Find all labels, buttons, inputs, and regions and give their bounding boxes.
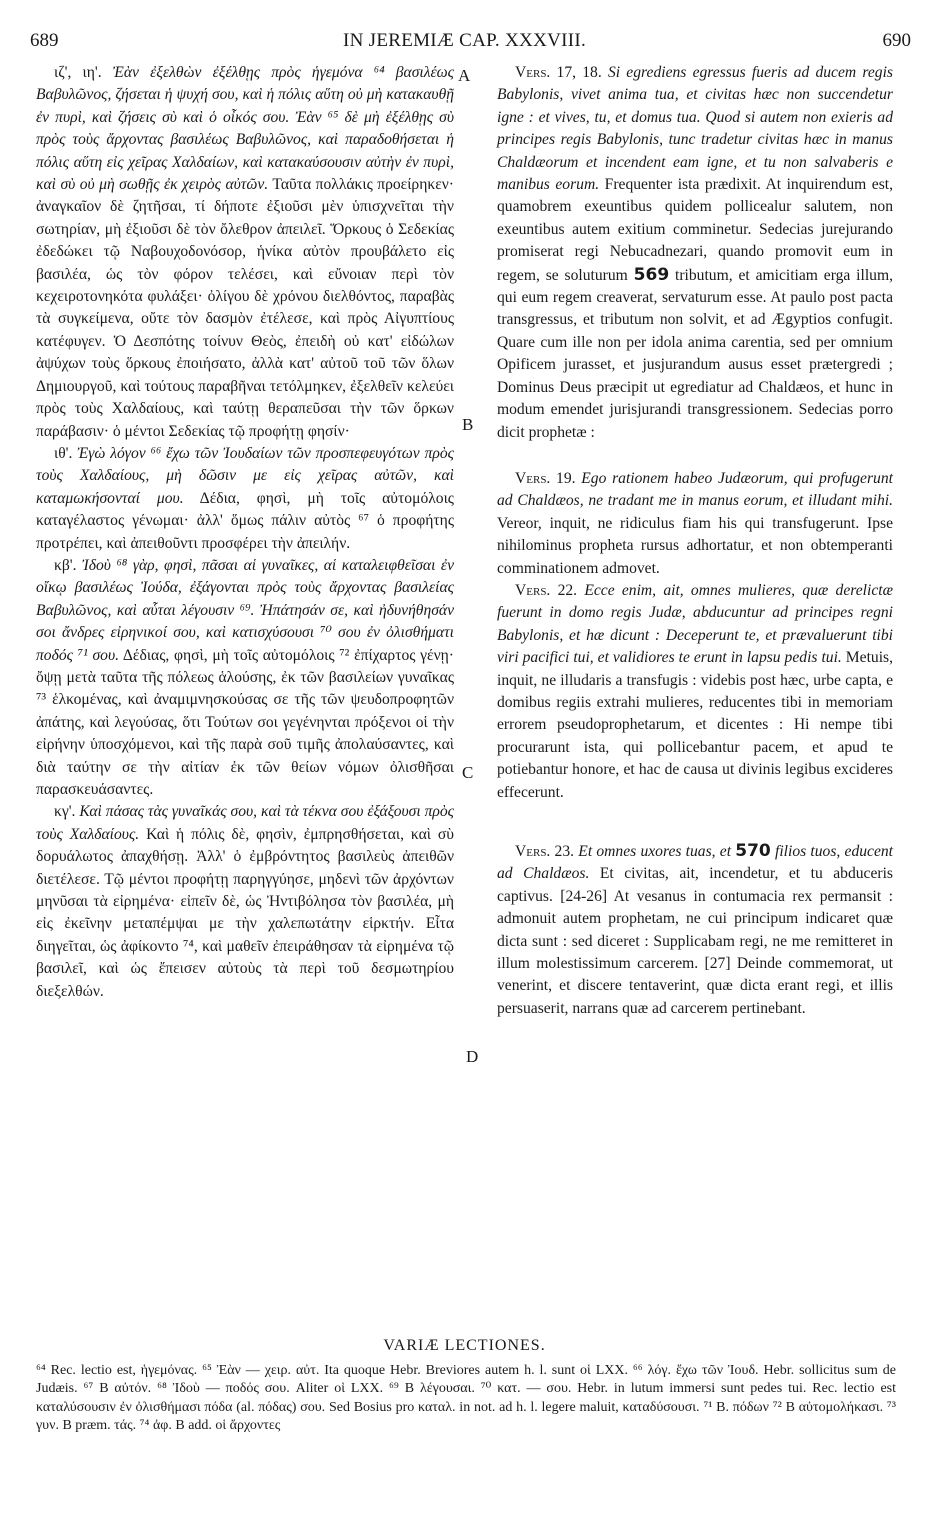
variae-lectiones bbox=[36, 1362, 896, 1436]
scripture-lemma: Ecce enim, ait, omnes mulieres, quæ derelictæ fuerunt in domo regis Judæ, abducuntur ad principes regni Babylonis, et hæ dicunt : Deceperunt te, et prævaluerunt tibi viri pacifici tui, et validiores te erunt in lapsu pedis tui. bbox=[497, 581, 893, 667]
latin-column bbox=[497, 62, 893, 1020]
commentary-text: Δέδιας, φησὶ, μὴ τοῖς αὐτομόλοις ⁷² ἐπίχαρτος γένῃ· ὄψῃ μετὰ ταῦτα τῆς πόλεως ἁλούσης, ἐκ τῶν βασιλείων γυναῖκας ⁷³ ἑλκομένας, καὶ ἀναμιμνησκούσας σε τῆς τῶν ψευδοπροφητῶν ἀπάτης, καὶ λεγούσας, ὅτι Τούτων σοι γεγένηνται πρόξενοι οἱ τὴν εἰρήνην ὑποσχόμενοι, καὶ τῆς παρὰ σοῦ τιμῆς ἀπολαύσαντες, καὶ διὰ ταύτην σε τὴν αἰτίαν ἐκ τῶν θείων νόμων ὀλισθῆσαι παρασκευάσαντες. bbox=[36, 646, 454, 798]
column-number: 570 bbox=[735, 841, 771, 861]
latin-paragraph bbox=[497, 840, 893, 1020]
running-title: IN JEREMIÆ CAP. XXXVIII. bbox=[342, 30, 587, 51]
commentary-text: tributum, et amicitiam erga illum, qui eum regem creaverat, servaturum esse. At paulo post pacta transgressus, et tributum non solvit, et ad Ægyptios confugit. Quare cum ille non per idola anima carentia, sed per omnium Opificem jurasset, et jusjurandum ausus esset prætergredi ; Dominus Deus præcipit ut egrediatur ad Chaldæos, et hunc in modum emendet jurisjurandi transgressionem. Sedecias porro dicit prophetæ : bbox=[497, 266, 894, 441]
commentary-text: Et civitas, ait, incendetur, et tu abduceris captivus. [24-26] At vesanus in contumacia rex permansit : admonuit autem prophetam, ne cui principum indicaret quæ dicta sunt : sed diceret : Supplicabam regi, ne me remitteret in illum molestissimum carcerem. [27] Deinde commemorat, ut venerint, et discere tentaverint, quæ dicta erant regi, et illis persuaserit, narrans quæ ad carcerem pertinebant. bbox=[497, 865, 893, 1017]
variae-text: ⁶⁴ Rec. lectio est, ἡγεμόνας. ⁶⁵ Ἐὰν — χειρ. αὐτ. Ita quoque Hebr. Breviores autem h. l. sunt οἱ LXX. ⁶⁶ λόγ. ἔχω τῶν Ἰουδ. Hebr. sollicitus sum de Judæis. ⁶⁷ B αὐτόν. ⁶⁸ Ἰδοὺ — ποδός σου. Aliter οἱ LXX. ⁶⁹ B λέγουσαι. ⁷⁰ κατ. — σου. Hebr. in lutum immersi sunt pedes tui. Rec. lectio est καταλύσουσιν ἐν ὀλισθήμασι πόδα (al. πόδας) σου. Sed Bosius pro καταλ. in not. ad h. l. legere maluit, καταδύσουσι. ⁷¹ B. πόδων ⁷² B αὐτομολήκασι. ⁷³ γυν. B præm. τάς. ⁷⁴ ἀφ. B add. οἱ ἄρχοντες bbox=[36, 1363, 896, 1434]
commentary-text: Frequenter ista prædixit. At inquirendum est, quamobrem exeuntibus quidem pollicealur salutem, non exeuntibus autem exitium comminetur. Sedecias jurejurando promiserat regi Nebucadnezari, quando promovit eum in regem, se soluturum bbox=[497, 176, 893, 284]
latin-paragraph bbox=[497, 62, 893, 444]
scripture-lemma: Ἰδοὺ ⁶⁸ γὰρ, φησὶ, πᾶσαι αἱ γυναῖκες, αἱ καταλειφθεῖσαι ἐν οἴκῳ βασιλέως Ἰούδα, ἐξάγονται πρὸς τοὺς ἄρχοντας βασιλείας Βαβυλῶνος, καὶ αὗται λέγουσιν ⁶⁹. Ἠπάτησάν σε, καὶ ἠδυνήθησάν σοι ἄνδρες εἰρηνικοί σου, καὶ κατισχύσουσι ⁷⁰ σου ἐν ὀλισθήματι ποδός ⁷¹ σου. bbox=[36, 556, 454, 664]
commentary-text: Vereor, inquit, ne ridiculus fiam his qui transfugerunt. Ipse nihilominus propheta rursus adhortatur, et non obtemperanti comminationem admovet. bbox=[497, 514, 893, 577]
margin-marker-d: D bbox=[466, 1047, 479, 1066]
scripture-lemma: Ἐγὼ λόγον ⁶⁶ ἔχω τῶν Ἰουδαίων τῶν προσπεφευγότων πρὸς τοὺς Χαλδαίους, μὴ δῶσιν με εἰς χεῖρας αὐτῶν, καὶ καταμωκήσονταί μου. bbox=[36, 444, 454, 507]
greek-paragraph bbox=[36, 62, 454, 443]
column-number: 569 bbox=[633, 264, 670, 285]
verse-ref: Vers. 22. bbox=[515, 581, 578, 599]
commentary-text: Metuis, inquit, ne illudaris a transfugis : videbis post hæc, urbe capta, e domibus regiis extrahi mulieres, reducentes tibi in memoriam errorem pseudoprophetarum, et dicentes : Hi nempe tibi procurarunt ista, qui pollicebantur pacem, et apud te potiebantur honore, et hac de causa ut divinis legibus excideres effecerunt. bbox=[497, 649, 893, 801]
commentary-text: Ταῦτα πολλάκις προείρηκεν· ἀναγκαῖον δὲ ζητῆσαι, τί δήποτε ἐξιοῦσι μὲν ὑπισχνεῖται τὴν σωτηρίαν, μὴ ἐξιοῦσι δὲ τὸν ὄλεθρον ἀπειλεῖ. Ὅρκους ὁ Σεδεκίας ἐδεδώκει τῷ Ναβουχοδονόσορ, ἡνίκα αὐτὸν προυβάλετο εἰς βασιλέα, ὡς τὸν φόρον τελέσει, καὶ εὔνοιαν περὶ τὸν κεχειροτονηκότα φυλάξει· ὀλίγου δὲ χρόνου διελθόντος, παραβὰς τὰ συγκείμενα, οὔτε τὸν δασμὸν ἐτέλεσε, καὶ πρὸς Αἰγυπτίους κατέφυγεν. Ὁ Δεσπότης τοίνυν Θεὸς, ἐπειδὴ οὐ κατ' εἰδώλων ἀψύχων τοὺς ὅρκους ἐποιήσατο, ἀλλὰ κατ' αὐτοῦ τοῦ τῶν ὅλων Δημιουργοῦ, καὶ τούτους παραβῆναι τετόλμηκεν, ἐξελθεῖν κελεύει πρὸς τοὺς Χαλδαίους, καὶ ταύτῃ θεραπεῦσαι τὴν τῶν ὅρκων παράβασιν· ὁ μέντοι Σεδεκίας τῷ προφήτῃ φησίν· bbox=[36, 176, 455, 440]
scripture-lemma: Ego rationem habeo Judæorum, qui profugerunt ad Chaldæos, ne tradant me in manus eorum, et illudant mihi. bbox=[497, 469, 893, 510]
margin-marker-b: B bbox=[462, 415, 474, 434]
page-number-left: 689 bbox=[30, 30, 59, 51]
running-header bbox=[0, 30, 929, 58]
variae-lectiones-title: VARIÆ LECTIONES. bbox=[383, 1337, 546, 1354]
verse-ref: ιθ'. bbox=[54, 444, 73, 462]
latin-paragraph bbox=[497, 580, 893, 804]
latin-paragraph bbox=[497, 468, 893, 580]
scripture-lemma: Si egrediens egressus fueris ad ducem regis Babylonis, vivet anima tua, et civitas hæc non succendetur igne : et vives, tu, et domus tua. Quod si autem non exieris ad principes regis Babylonis, tunc tradetur civitas hæc in manus Chaldæorum et incendent eam igne, et tu non salvaberis e manibus eorum. bbox=[497, 64, 893, 194]
commentary-text: Δέδια, φησὶ, μὴ τοῖς αὐτομόλοις καταγέλαστος γένωμαι· ἀλλ' ὅμως πάλιν αὐτὸς ⁶⁷ ὁ προφήτης προτρέπει, καὶ ἀπειθοῦντι προσφέρει τὴν ἀπειλήν. bbox=[36, 489, 454, 552]
margin-marker-a: A bbox=[458, 66, 471, 85]
verse-ref: Vers. 19. bbox=[515, 469, 576, 487]
paragraph-gap bbox=[497, 444, 893, 468]
verse-ref: Vers. 23. bbox=[515, 843, 575, 860]
greek-column bbox=[36, 62, 454, 1003]
verse-ref: ιζ', ιη'. bbox=[54, 64, 102, 81]
margin-marker-c: C bbox=[462, 763, 474, 782]
scripture-lemma: Καὶ πάσας τὰς γυναῖκάς σου, καὶ τὰ τέκνα σου ἐξάξουσι πρὸς τοὺς Χαλδαίους. bbox=[36, 803, 455, 843]
greek-paragraph bbox=[36, 443, 454, 555]
greek-paragraph bbox=[36, 555, 454, 801]
commentary-text: Καὶ ἡ πόλις δὲ, φησὶν, ἐμπρησθήσεται, καὶ σὺ δορυάλωτος ἀπαχθήσῃ. Ἀλλ' ὁ ἐμβρόντητος βασιλεὺς ἀπειθῶν διετέλεσε. Τῷ μέντοι προφήτῃ παρηγγύησε, μηδενὶ τῶν ἀρχόντων μηνῦσαι τὰ εἰρημένα· εἰπεῖν δὲ, ὡς Ἠντιβόλησα τὸν βασιλέα, μὴ εἰς ἐκεῖνην μεταπέμψαι με τὴν χαλεπωτάτην εἱρκτήν. Εἶτα διηγεῖται, ὡς ἀφίκοντο ⁷⁴, καὶ μαθεῖν ἐπειράθησαν τὰ εἰρημένα τῷ βασιλεῖ, καὶ ὡς ἔπεισεν αὐτοὺς τὰ περὶ τοῦ δεσμωτηρίου διεξελθών. bbox=[36, 825, 454, 1000]
greek-paragraph bbox=[36, 801, 454, 1003]
scripture-lemma: Ἐὰν ἐξελθὼν ἐξέλθῃς πρὸς ἡγεμόνα ⁶⁴ βασιλέως Βαβυλῶνος, ζήσεται ἡ ψυχή σου, καὶ ἡ πόλις αὕτη οὐ μὴ κατακαυθῇ ἐν πυρὶ, καὶ ζήσεις σὺ καὶ ὁ οἶκός σου. Ἐὰν ⁶⁵ δὲ μὴ ἐξέλθῃς σὺ πρὸς τοὺς ἄρχοντας βασιλέως Βαβυλῶνος, καὶ παραδοθήσεται ἡ πόλις αὕτη εἰς χεῖρας Χαλδαίων, καὶ κατακαύσουσιν αὐτὴν ἐν πυρὶ, καὶ σὺ οὐ μὴ σωθῇς ἐκ χειρὸς αὐτῶν. bbox=[36, 64, 455, 194]
verse-ref: Vers. 17, 18. bbox=[515, 64, 602, 81]
page-number-right: 690 bbox=[882, 30, 911, 51]
scripture-lemma: Et omnes uxores tuas, et bbox=[578, 843, 732, 860]
verse-ref: κβ'. bbox=[54, 556, 77, 574]
verse-ref: κγ'. bbox=[54, 803, 76, 821]
scripture-lemma: filios tuos, educent ad Chaldæos. bbox=[497, 843, 894, 883]
paragraph-gap bbox=[497, 804, 893, 840]
